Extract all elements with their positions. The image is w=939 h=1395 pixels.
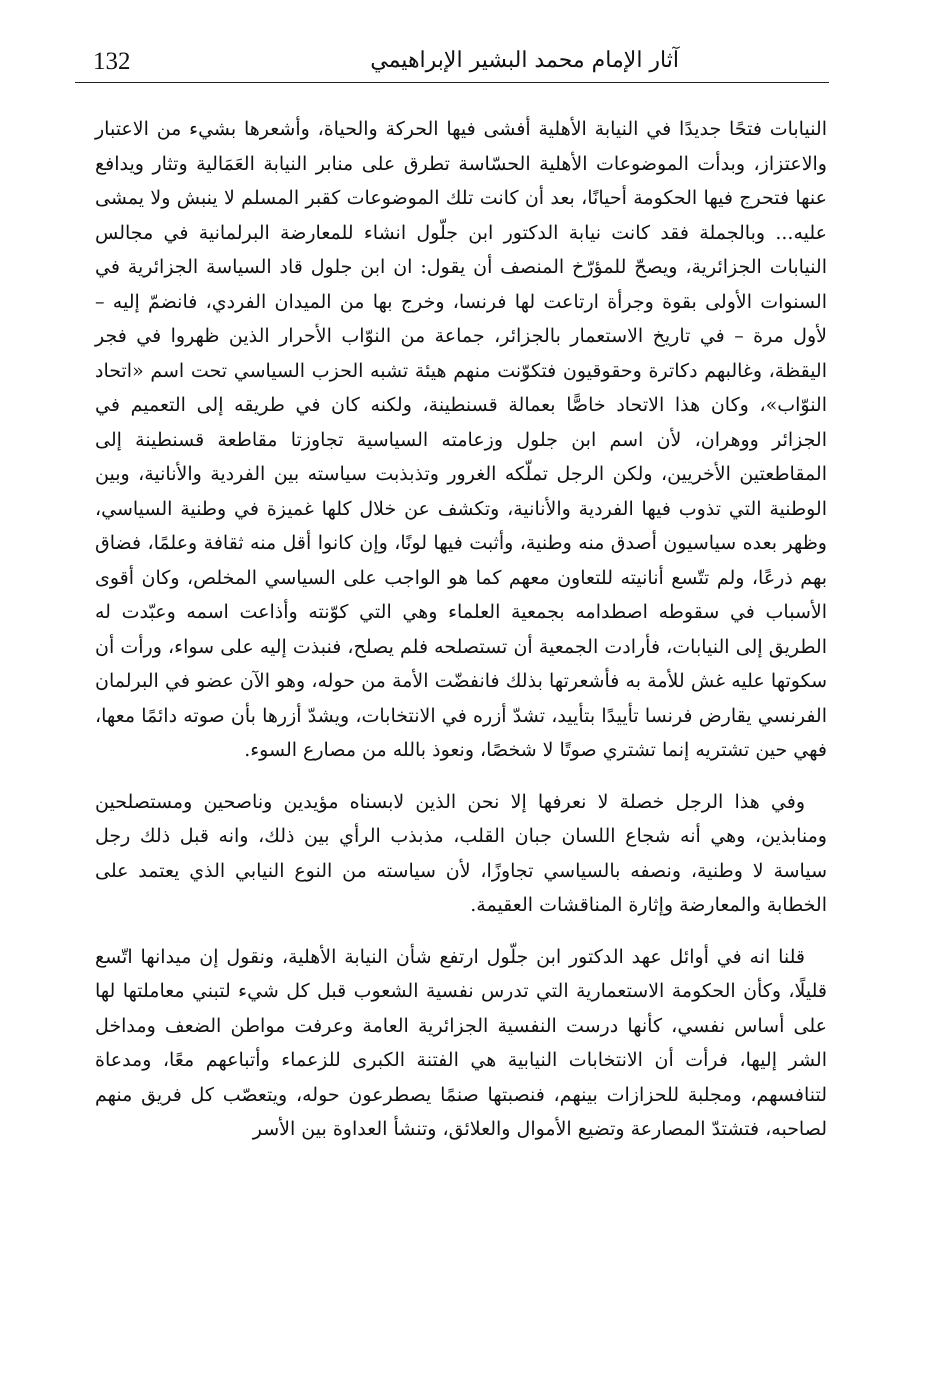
page-number: 132 [93,48,131,75]
running-header [75,42,829,83]
main-text [95,112,827,1147]
paragraph-2: وفي هذا الرجل خصلة لا نعرفها إلا نحن الذين لابسناه مؤيدين وناصحين ومستصلحين ومنابذين، وهي أنه شجاع اللسان جبان القلب، مذبذب الرأي بين ذلك، وانه قبل ذلك رجل سياسة لا وطنية، ونصفه بالسياسي تجاوزًا، لأن سياسته من النوع النيابي الذي يعتمد على الخطابة والمعارضة وإثارة المناقشات العقيمة. [95,790,827,916]
paragraph-1: النيابات فتحًا جديدًا في النيابة الأهلية أفشى فيها الحركة والحياة، وأشعرها بشيء من الاعتبار والاعتزاز، وبدأت الموضوعات الأهلية الحسّاسة تطرق على منابر النيابة العَمَالية وتثار ويدافع عنها فتحرج فيها الحكومة أحيانًا، بعد أن كانت تلك الموضوعات كقبر المسلم لا ينبش ولا يمشى عليه... وبالجملة فقد كانت نيابة الدكتور ابن جلّول انشاء للمعارضة البرلمانية في مجالس النيابات الجزائرية، ويصحّ للمؤرّخ المنصف أن يقول: ان ابن جلول قاد السياسة الجزائرية في السنوات الأولى بقوة وجرأة ارتاعت لها فرنسا، وخرج بها من الميدان الفردي، فانضمّ إليه – لأول مرة – في تاريخ الاستعمار بالجزائر، جماعة من النوّاب الأحرار الذين ظهروا في فجر اليقظة، وغالبهم دكاترة وحقوقيون فتكوّنت منهم هيئة تشبه الحزب السياسي تحت اسم «اتحاد النوّاب»، وكان هذا الاتحاد خاصًّا بعمالة قسنطينة، ولكنه كان في طريقه إلى التعميم في الجزائر ووهران، لأن اسم ابن جلول وزعامته السياسية تجاوزتا مقاطعة قسنطينة إلى المقاطعتين الأخريين، ولكن الرجل تملّكه الغرور وتذبذبت سياسته بين الفردية والأنانية، وبين الوطنية التي تذوب فيها الفردية والأنانية، وتكشف عن خلال كلها غميزة في وطنية السياسي، وظهر بعده سياسيون أصدق منه وطنية، وأثبت فيها لونًا، وإن كانوا أقل منه ثقافة وعلمًا، فضاق بهم ذرعًا، ولم تتّسع أنانيته للتعاون معهم كما هو الواجب على السياسي المخلص، وكان أقوى الأسباب في سقوطه اصطدامه بجمعية العلماء وهي التي كوّنته وأذاعت اسمه وعبّدت له الطريق إلى النيابات، فأرادت الجمعية أن تستصلحه فلم يصلح، فنبذت إليه على سواء، ورأت أن سكوتها عليه غش للأمة به فأشعرتها بذلك فانفضّت الأمة من حوله، وهو الآن عضو في البرلمان الفرنسي يقارض فرنسا تأييدًا بتأييد، تشدّ أزره في الانتخابات، ويشدّ أزرها بأن صوته دائمًا معها، فهي حين تشتريه إنما تشتري صوتًا لا شخصًا، ونعوذ بالله من مصارع السوء. [95,118,827,761]
book-title: آثار الإمام محمد البشير الإبراهيمي [370,48,679,73]
paragraph-3: قلنا انه في أوائل عهد الدكتور ابن جلّول ارتفع شأن النيابة الأهلية، ونقول إن ميدانها اتّسع قليلًا، وكأن الحكومة الاستعمارية التي تدرس نفسية الشعوب قبل كل شيء لتبني معاملتها لها على أساس نفسي، كأنها درست النفسية الجزائرية العامة وعرفت مواطن الضعف ومداخل الشر إليها، فرأت أن الانتخابات النيابية هي الفتنة الكبرى للزعماء وأتباعهم معًا، ومدعاة لتنافسهم، ومجلبة للحزازات بينهم، فنصبتها صنمًا يصطرعون حوله، ويتعصّب كل فريق منهم لصاحبه، فتشتدّ المصارعة وتضيع الأموال والعلائق، وتنشأ العداوة بين الأسر [95,945,827,1140]
